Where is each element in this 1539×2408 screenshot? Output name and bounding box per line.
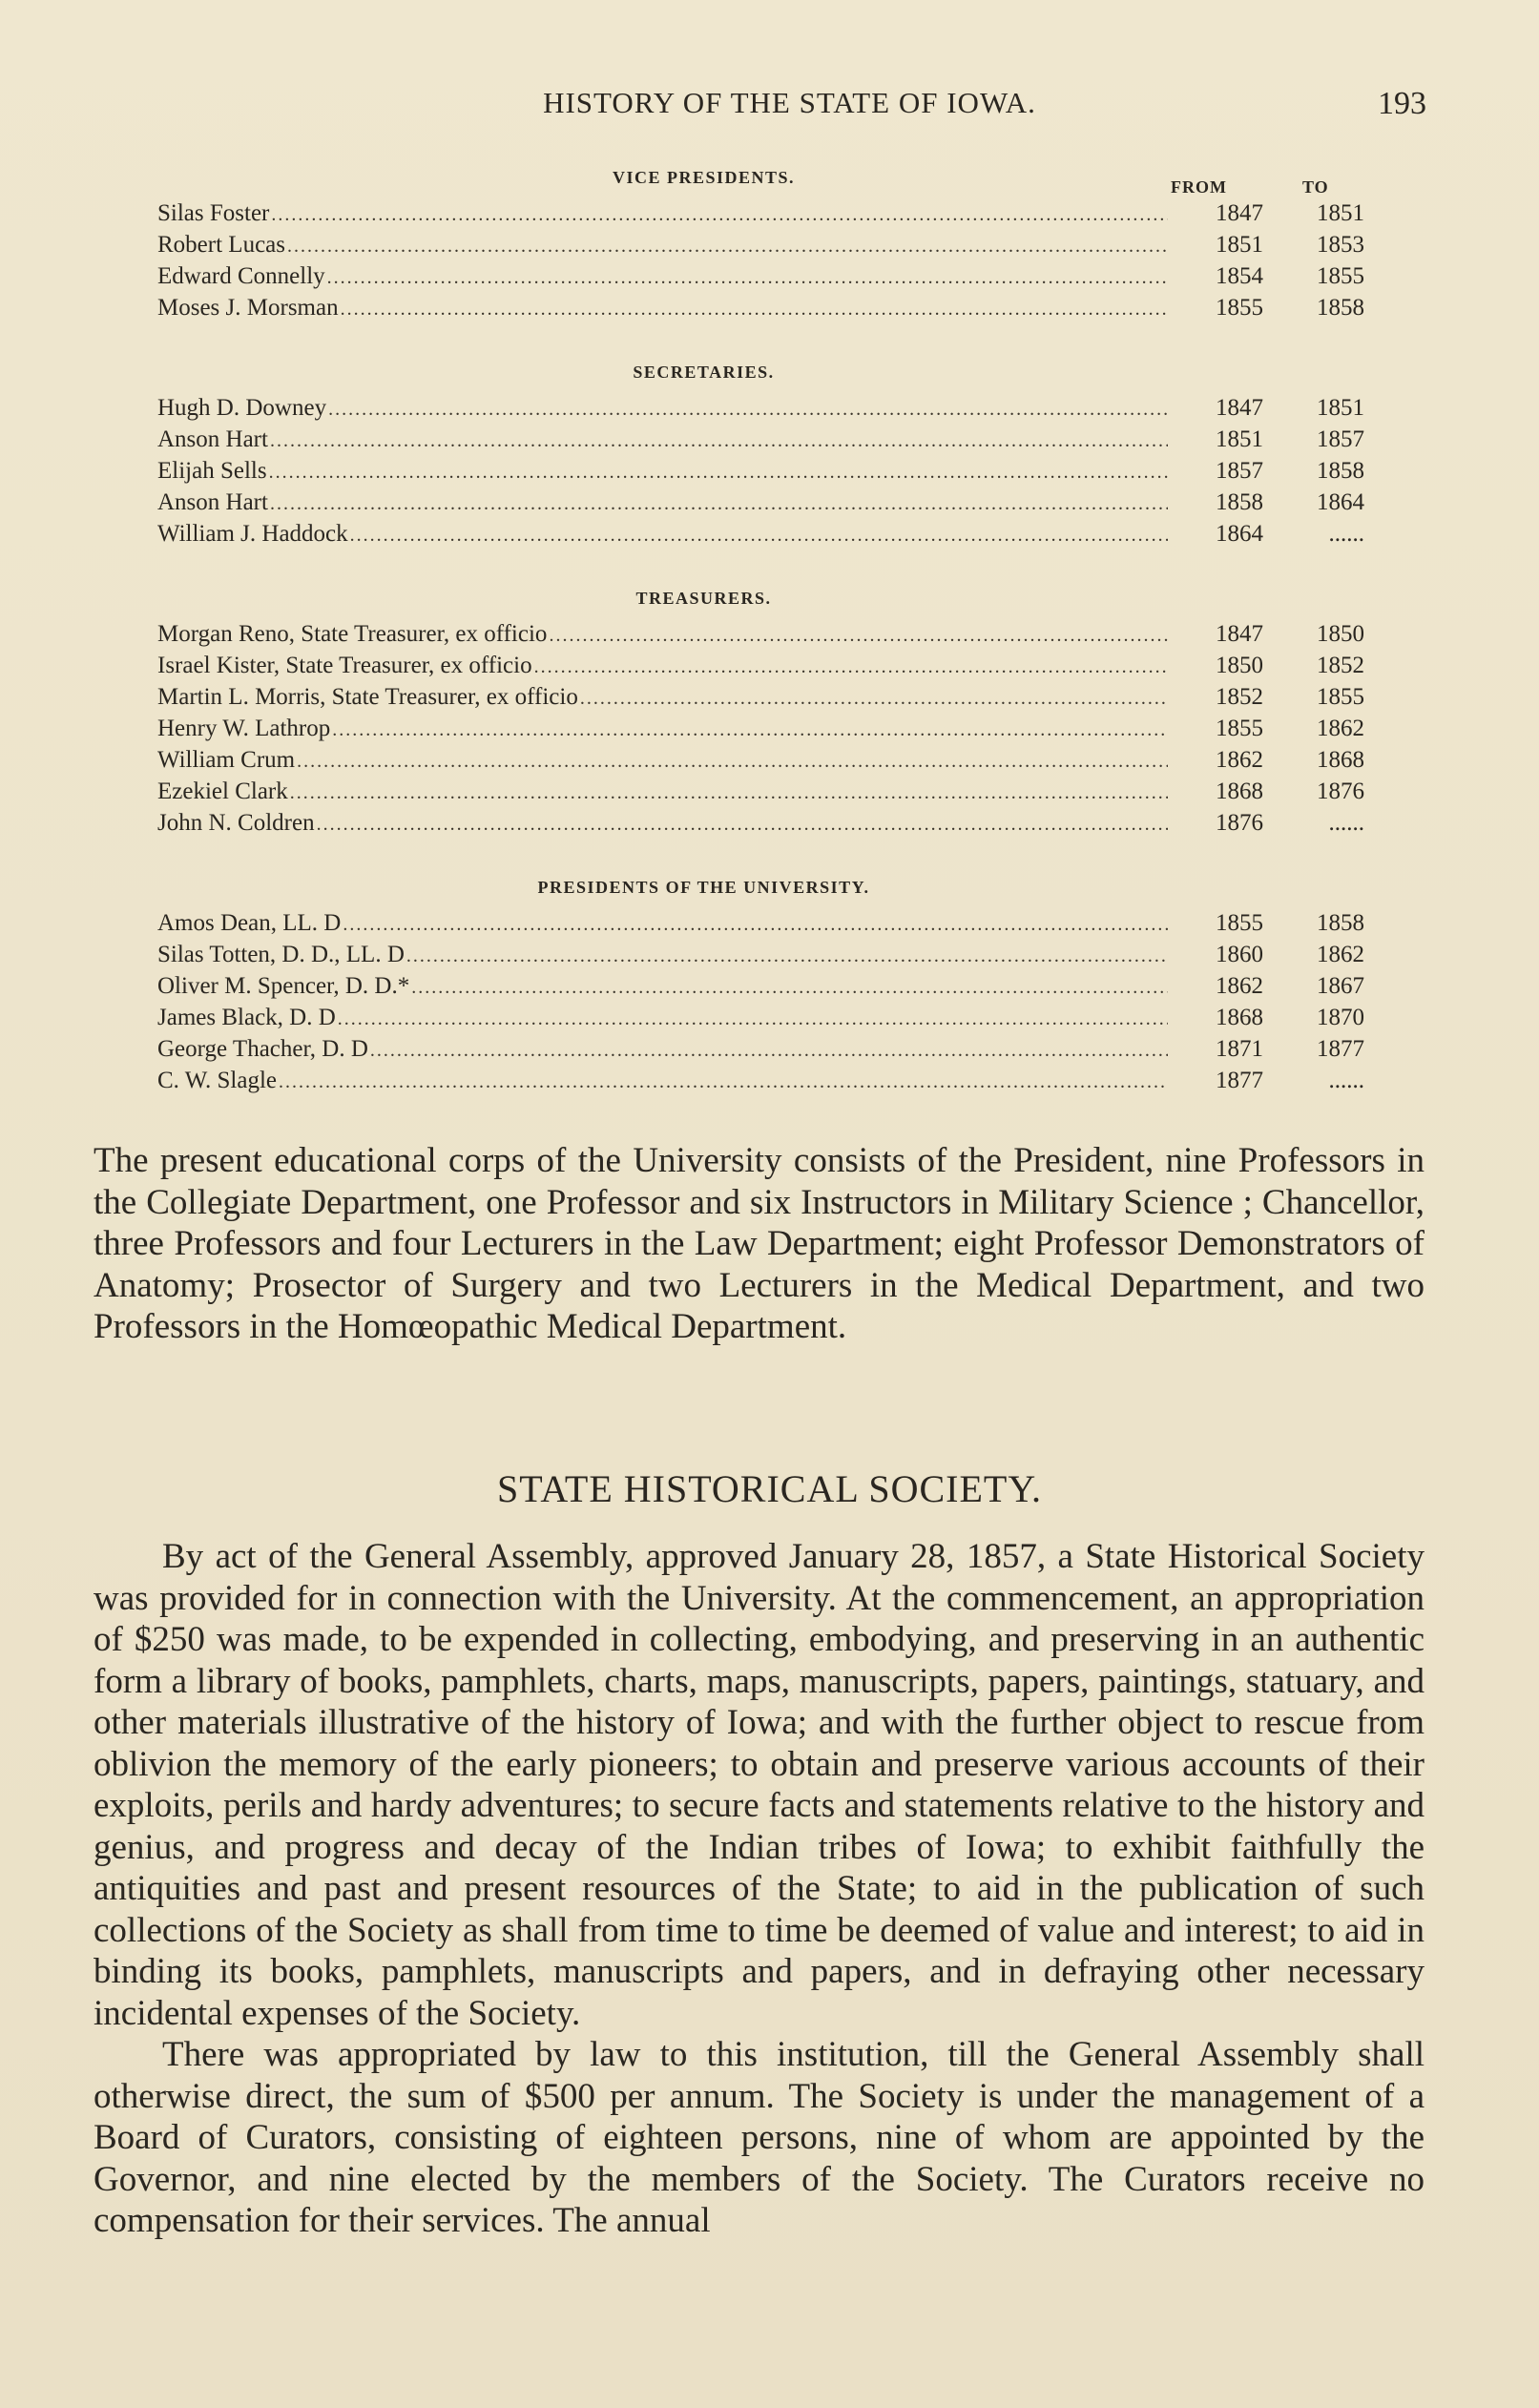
section-heading-vice-presidents (157, 168, 1364, 200)
dot-leader (534, 656, 1168, 678)
section-heading-label: PRESIDENTS OF THE UNIVERSITY. (537, 878, 870, 897)
entry-to-year: ...... (1328, 521, 1364, 547)
paragraph-text: There was appropriated by law to this institution, till the General Assembly shall otherwise direct, the sum of $500 per annum. The Society is under the management of a Board of Curators, consisting of eighteen persons, nine of whom are appointed by the Governor, and nine elected by the members of the Society. The Curators receive no compensation for their services. The annual (94, 2035, 1425, 2240)
entry-from-year: 1868 (1216, 778, 1263, 804)
entry-to-year: 1858 (1317, 295, 1364, 321)
entry-to-year: 1868 (1317, 747, 1364, 773)
dot-leader (290, 782, 1168, 804)
list-entry (157, 1068, 1364, 1099)
entry-from-year: 1847 (1216, 395, 1263, 421)
list-entry (157, 263, 1364, 295)
entry-name: Henry W. Lathrop (157, 716, 331, 741)
entry-name: George Thacher, D. D (157, 1036, 368, 1062)
dot-leader (411, 977, 1168, 999)
entry-to-year: 1852 (1317, 653, 1364, 678)
dot-leader (269, 462, 1168, 484)
entry-from-year: 1851 (1216, 426, 1263, 452)
running-head (153, 86, 1426, 128)
section-heading-label: SECRETARIES. (633, 363, 775, 382)
dot-leader (297, 751, 1168, 773)
column-header-from: FROM (1171, 177, 1227, 197)
list-entry (157, 521, 1364, 552)
list-entry (157, 684, 1364, 716)
entry-from-year: 1855 (1216, 910, 1263, 936)
entry-from-year: 1854 (1216, 263, 1263, 289)
section-gap (157, 841, 1364, 878)
entry-name: Ezekiel Clark (157, 778, 288, 804)
entry-name: Morgan Reno, State Treasurer, ex officio (157, 621, 548, 647)
entry-to-year: 1855 (1317, 263, 1364, 289)
entry-name: John N. Coldren (157, 810, 315, 836)
section-heading-secretaries (157, 363, 1364, 395)
entry-name: Hugh D. Downey (157, 395, 327, 421)
list-entry (157, 973, 1364, 1005)
entry-name: Edward Connelly (157, 263, 325, 289)
entry-from-year: 1852 (1216, 684, 1263, 710)
entry-to-year: 1851 (1317, 395, 1364, 421)
entry-from-year: 1851 (1216, 232, 1263, 258)
entry-from-year: 1862 (1216, 973, 1263, 999)
entry-from-year: 1855 (1216, 295, 1263, 321)
entry-to-year: 1877 (1317, 1036, 1364, 1062)
paragraph-text: The present educational corps of the University consists of the President, nine Professors in the Collegiate Department, one Professor and six Instructors in Military Science ; Chancellor, three Professors and four Lecturers in the Law Department; eight Professor Demonstrators of Anatomy; Prosector of Surgery and two Lecturers in the Medical Department, and two Professors in the Homœopathic Medical Department. (94, 1141, 1425, 1346)
list-entry (157, 910, 1364, 942)
entry-name: Elijah Sells (157, 458, 267, 484)
entry-name: Robert Lucas (157, 232, 285, 258)
running-title: HISTORY OF THE STATE OF IOWA. (543, 86, 1036, 119)
list-entry (157, 426, 1364, 458)
dot-leader (338, 1008, 1168, 1030)
section-heading-label: TREASURERS. (635, 589, 772, 608)
entry-name: William Crum (157, 747, 296, 773)
list-entry (157, 653, 1364, 684)
entry-name: Silas Totten, D. D., LL. D (157, 942, 405, 967)
entry-from-year: 1857 (1216, 458, 1263, 484)
entry-from-year: 1850 (1216, 653, 1263, 678)
section-gap (157, 552, 1364, 589)
entry-from-year: 1862 (1216, 747, 1263, 773)
entry-name: William J. Haddock (157, 521, 348, 547)
dot-leader (332, 719, 1168, 741)
paragraph-text: By act of the General Assembly, approved January 28, 1857, a State Historical Society was provided for in connection with the University. At the commencement, an appropriation of $250 was made, to be expended in collecting, embodying, and preserving in an authentic form a library of books, pamphlets, charts, maps, manuscripts, papers, paintings, statuary, and other materials illustrative of the history of Iowa; and with the further object to rescue from oblivion the memory of the early pioneers; to obtain and preserve various accounts of their exploits, perils and hardy adventures; to secure facts and statements relative to the history and genius, and progress and decay of the Indian tribes of Iowa; to exhibit faithfully the antiquities and past and present resources of the State; to aid in the publication of such collections of the Society as shall from time to time be deemed of value and interest; to aid in binding its books, pamphlets, manuscripts and papers, and in defraying other necessary incidental expenses of the Society. (94, 1537, 1425, 2033)
dot-leader (271, 204, 1168, 226)
university-staff-paragraph (94, 1140, 1425, 1348)
list-entry (157, 942, 1364, 973)
entry-from-year: 1868 (1216, 1005, 1263, 1030)
entry-to-year: 1867 (1317, 973, 1364, 999)
list-entry (157, 621, 1364, 653)
dot-leader (287, 236, 1168, 258)
entry-name: Martin L. Morris, State Treasurer, ex officio (157, 684, 578, 710)
list-entry (157, 810, 1364, 841)
entry-to-year: 1862 (1317, 942, 1364, 967)
officer-lists (157, 168, 1364, 1099)
entry-to-year: 1858 (1317, 910, 1364, 936)
entry-from-year: 1847 (1216, 621, 1263, 647)
list-entry (157, 295, 1364, 326)
list-entry (157, 1036, 1364, 1068)
list-entry (157, 778, 1364, 810)
entry-from-year: 1877 (1216, 1068, 1263, 1093)
entry-to-year: 1862 (1317, 716, 1364, 741)
entry-from-year: 1876 (1216, 810, 1263, 836)
entry-from-year: 1871 (1216, 1036, 1263, 1062)
dot-leader (327, 267, 1168, 289)
entry-name: Moses J. Morsman (157, 295, 339, 321)
dot-leader (341, 299, 1168, 321)
entry-from-year: 1855 (1216, 716, 1263, 741)
dot-leader (350, 525, 1168, 547)
entry-name: James Black, D. D (157, 1005, 336, 1030)
entry-to-year: ...... (1328, 1068, 1364, 1093)
entry-from-year: 1847 (1216, 200, 1263, 226)
page-number: 193 (1378, 86, 1426, 121)
section-heading-treasurers (157, 589, 1364, 621)
list-entry (157, 395, 1364, 426)
list-entry (157, 747, 1364, 778)
entry-to-year: 1851 (1317, 200, 1364, 226)
entry-to-year: 1853 (1317, 232, 1364, 258)
entry-name: Anson Hart (157, 489, 268, 515)
section-heading-label: VICE PRESIDENTS. (612, 168, 796, 187)
entry-name: C. W. Slagle (157, 1068, 278, 1093)
entry-from-year: 1858 (1216, 489, 1263, 515)
dot-leader (406, 945, 1168, 967)
section-gap (157, 326, 1364, 363)
list-entry (157, 232, 1364, 263)
entry-to-year: 1876 (1317, 778, 1364, 804)
dot-leader (328, 399, 1168, 421)
list-entry (157, 1005, 1364, 1036)
dot-leader (580, 688, 1168, 710)
section-heading-presidents (157, 878, 1364, 910)
dot-leader (549, 625, 1168, 647)
entry-name: Oliver M. Spencer, D. D.* (157, 973, 410, 999)
list-entry (157, 489, 1364, 521)
entry-to-year: 1857 (1317, 426, 1364, 452)
dot-leader (370, 1040, 1168, 1062)
entry-name: Israel Kister, State Treasurer, ex officio (157, 653, 532, 678)
entry-from-year: 1864 (1216, 521, 1263, 547)
list-entry (157, 716, 1364, 747)
list-entry (157, 200, 1364, 232)
entry-to-year: 1858 (1317, 458, 1364, 484)
entry-to-year: 1850 (1317, 621, 1364, 647)
entry-name: Silas Foster (157, 200, 270, 226)
dot-leader (270, 430, 1168, 452)
society-section-heading: STATE HISTORICAL SOCIETY. (496, 1467, 1043, 1510)
dot-leader (343, 914, 1168, 936)
dot-leader (270, 493, 1168, 515)
dot-leader (317, 814, 1168, 836)
entry-to-year: 1870 (1317, 1005, 1364, 1030)
society-body (94, 1536, 1425, 2242)
entry-to-year: ...... (1328, 810, 1364, 836)
entry-to-year: 1864 (1317, 489, 1364, 515)
entry-name: Amos Dean, LL. D (157, 910, 342, 936)
entry-from-year: 1860 (1216, 942, 1263, 967)
dot-leader (279, 1071, 1168, 1093)
entry-name: Anson Hart (157, 426, 268, 452)
column-header-to: TO (1302, 177, 1329, 197)
entry-to-year: 1855 (1317, 684, 1364, 710)
list-entry (157, 458, 1364, 489)
